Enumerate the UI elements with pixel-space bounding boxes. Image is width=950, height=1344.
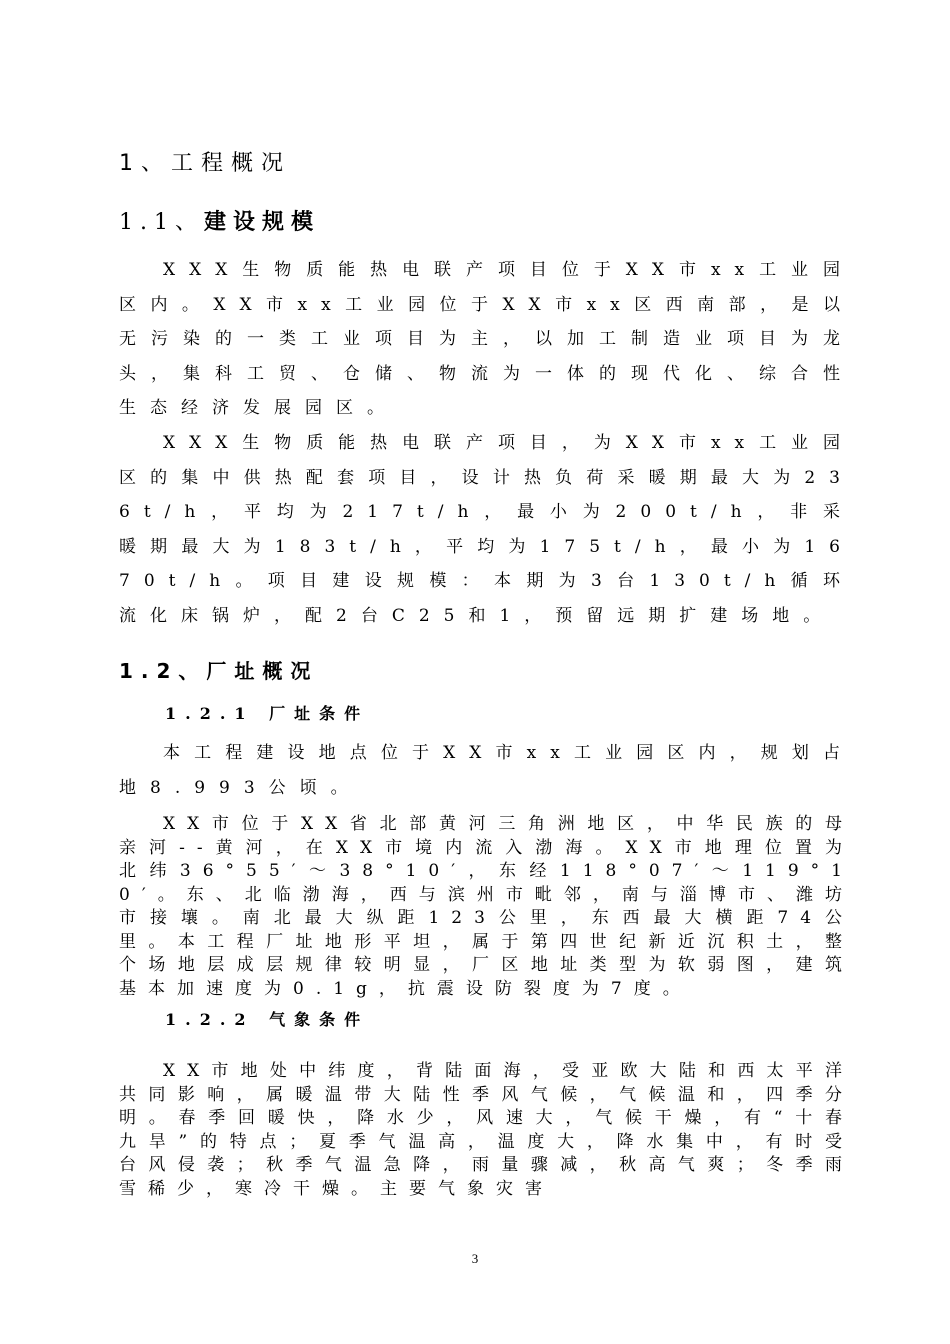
subsection-heading-scale (119, 205, 320, 236)
subsection-heading-site: 1.2、厂址概况 (119, 659, 319, 683)
paragraph-construction-site: 本工程建设地点位于XX市xx工业园区内，规划占地8.993公顷。 (119, 743, 854, 798)
subheading-meteorology: 1.2.2 气象条件 (165, 1010, 370, 1029)
paragraph-heat-load: XXX生物质能热电联产项目，为XX市xx工业园区的集中供热配套项目，设计热负荷采暖期最大为236t/h，平均为217t/h，最小为200t/h，非采暖期最大为183t/h，平均为175t/h，最小为1670t/h。项目建设规模：本期为3台130t/h循环流化床锅炉，配2台C25和1，预留远期扩建场地。 (119, 433, 854, 626)
subheading-site-conditions: 1.2.1 厂址条件 (165, 704, 370, 723)
subsection-title: 建设规模 (204, 210, 321, 235)
paragraph-climate: XX市地处中纬度，背陆面海，受亚欧大陆和西太平洋共同影响，属暖温带大陆性季风气候，气候温和，四季分明。春季回暖快，降水少，风速大，气候干燥，有“十春九旱”的特点；夏季气温高，温度大，降水集中，有时受台风侵袭；秋季气温急降，雨量骤减，秋高气爽；冬季雨雪稀少，寒冷干燥。主要气象灾害 (119, 1061, 854, 1199)
subsection-number: 1.1、 (119, 210, 204, 235)
paragraph-project-location: XXX生物质能热电联产项目位于XX市xx工业园区内。XX市xx工业园位于XX市xx区西南部，是以无污染的一类工业项目为主，以加工制造业项目为龙头，集科工贸、仓储、物流为一体的现代化、综合性生态经济发展园区。 (119, 260, 854, 418)
page-number: 3 (471, 1251, 479, 1266)
section-heading: 1、工程概况 (119, 151, 291, 176)
paragraph-geography: XX市位于XX省北部黄河三角洲地区，中华民族的母亲河--黄河，在XX市境内流入渤海。XX市地理位置为北纬36°55′～38°10′，东经118°07′～119°10′。东、北临渤海，西与滨州市毗邻，南与淄博市、潍坊市接壤。南北最大纵距123公里，东西最大横距74公里。本工程厂址地形平坦，属于第四世纪新近沉积土，整个场地层成层规律较明显，厂区地址类型为软弱图，建筑基本加速度为0.1g，抗震设防裂度为7度。 (119, 814, 854, 999)
